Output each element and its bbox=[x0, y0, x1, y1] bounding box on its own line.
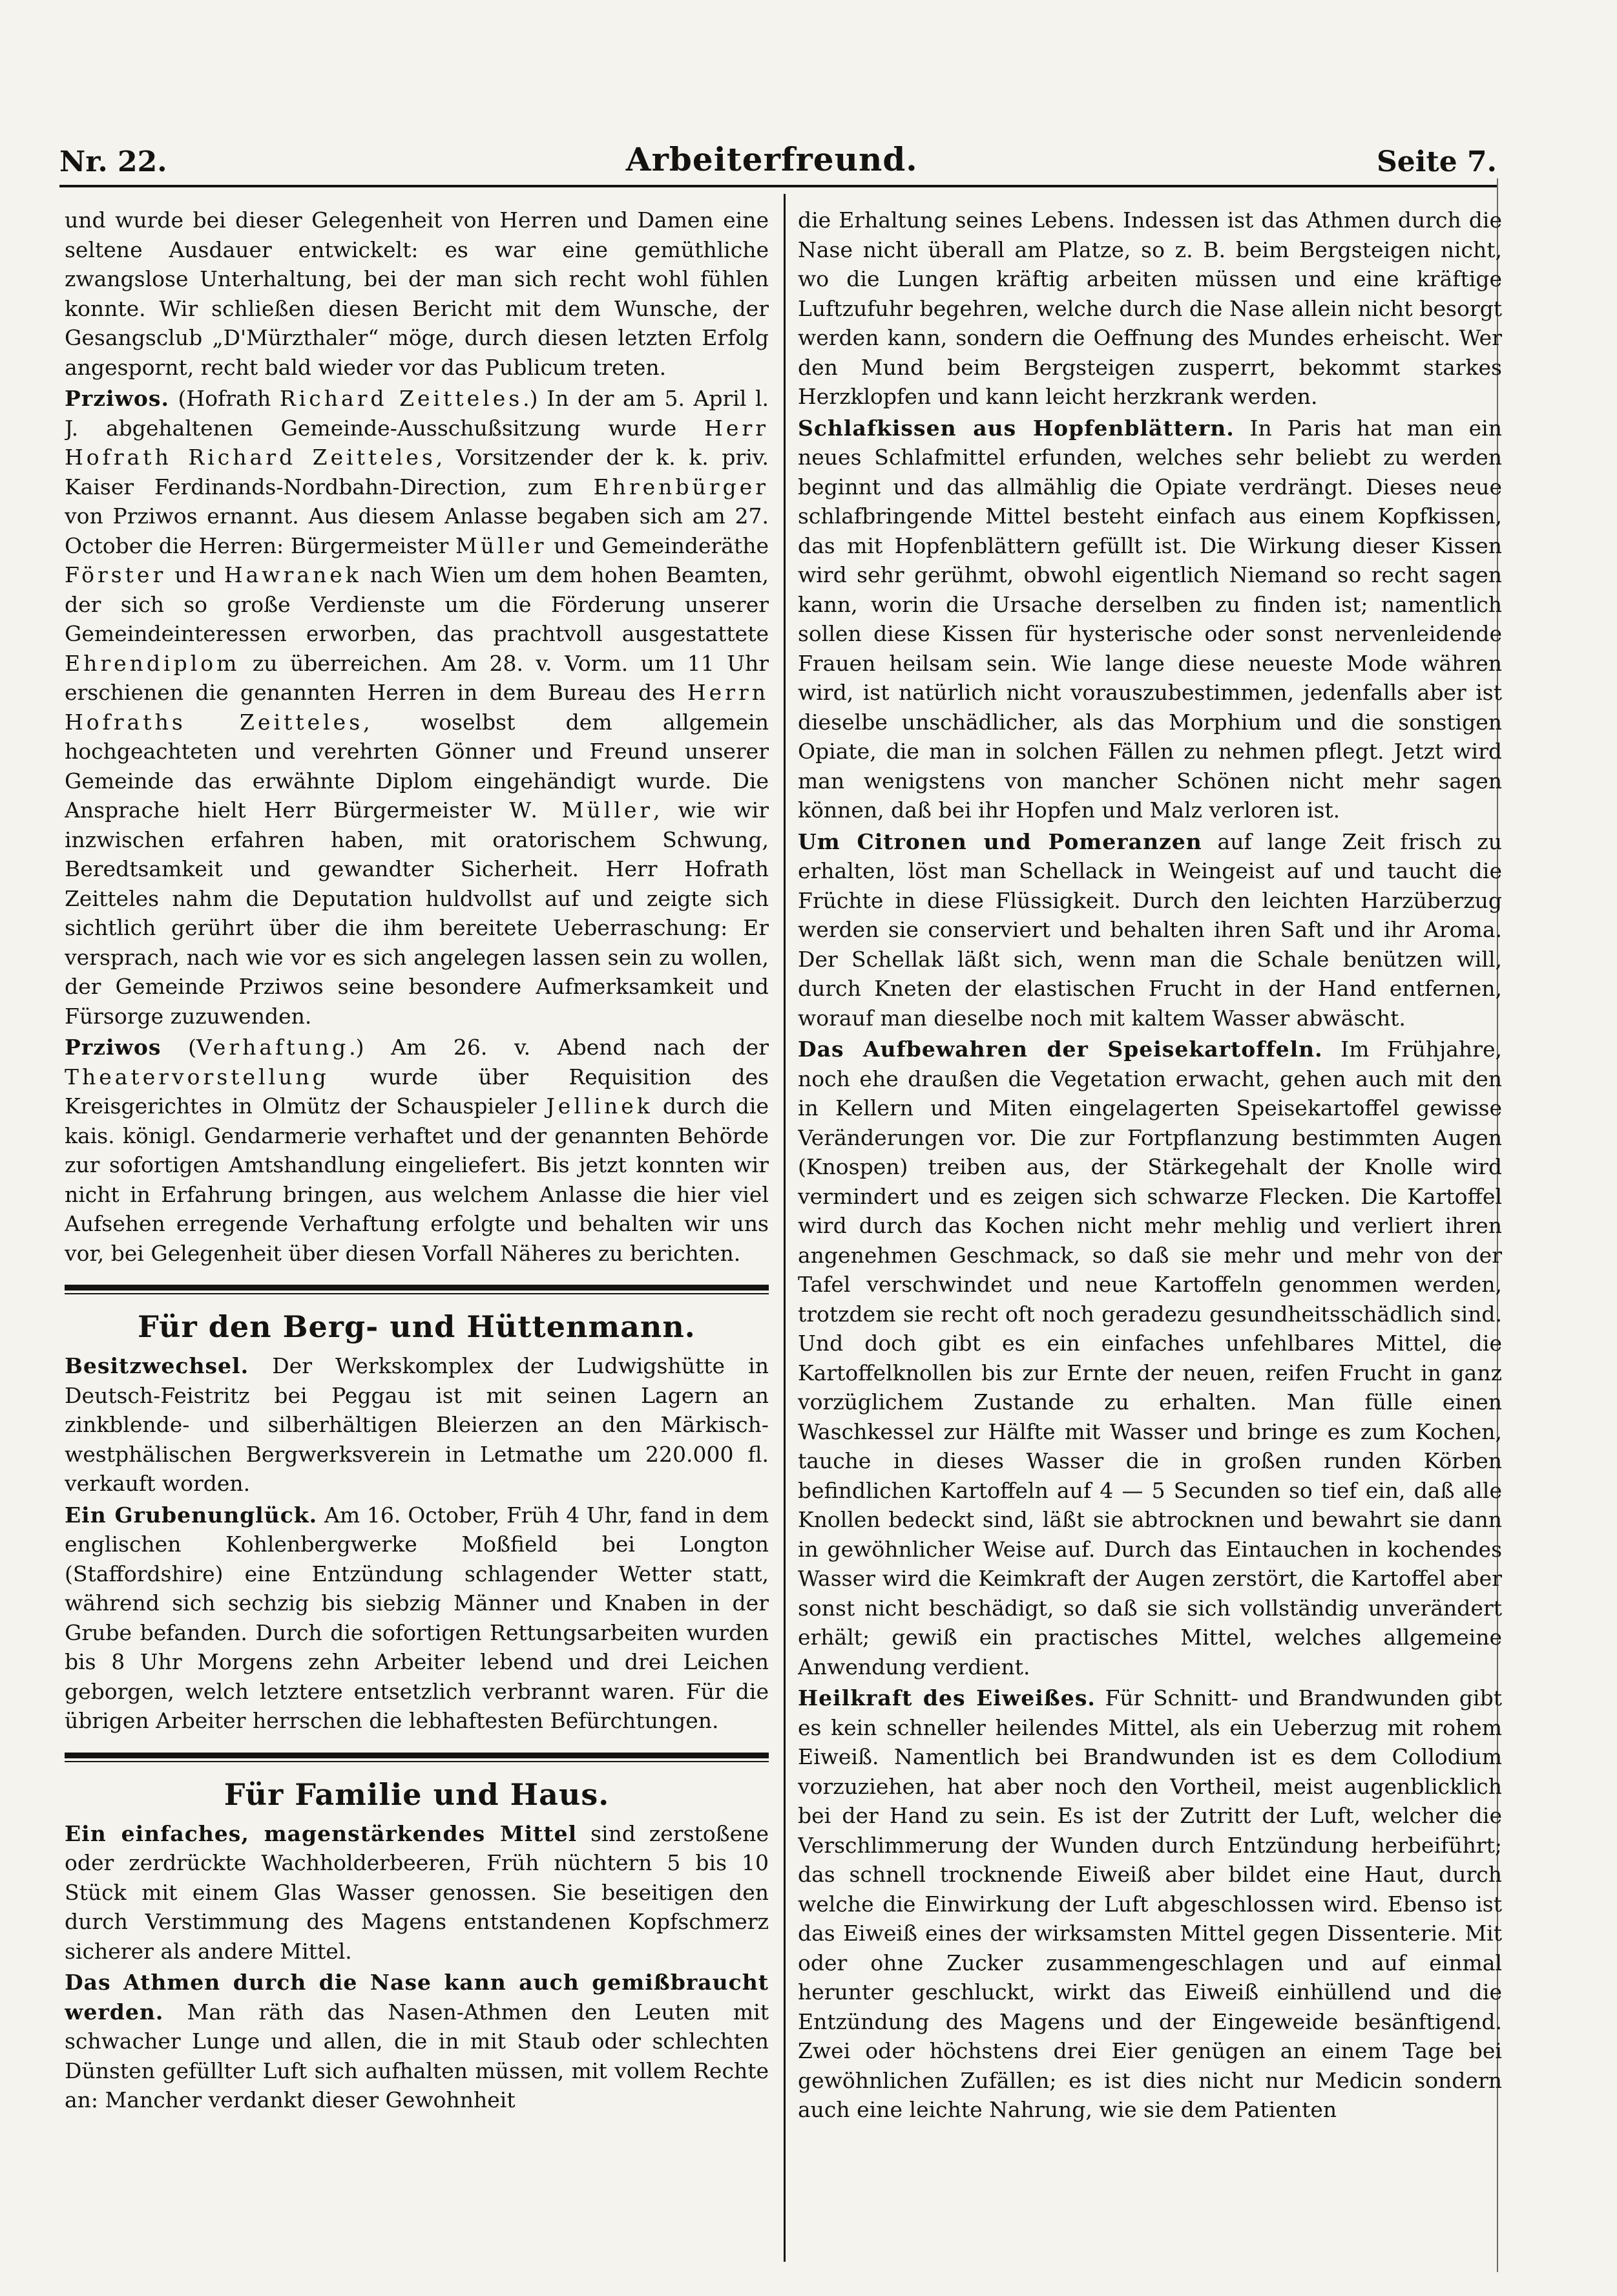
text-run: Der Werkskomplex der Ludwigshütte in Deutsch-Feistritz bei Peggau ist mit seinen Lagern an zinkblende- und silberhältigen Bleierzen an den Märkisch-westphälischen Bergwerksverein in Letmathe um 220.000 fl. verkauft worden. bbox=[65, 1353, 769, 1496]
text-run: ( bbox=[161, 1035, 196, 1060]
left-column bbox=[65, 205, 769, 2260]
article-grubenunglueck bbox=[65, 1501, 769, 1736]
article-headline: Um Citronen und Pomeranzen bbox=[798, 828, 1202, 854]
page-header bbox=[59, 136, 1497, 178]
article-headline: Ein einfaches, magenstärkendes Mittel bbox=[65, 1820, 578, 1846]
spaced-name: Herr Hofrath Richard Zeitteles bbox=[65, 415, 769, 470]
section-heading-familie: Für Familie und Haus. bbox=[224, 1776, 610, 1812]
article-besitzwechsel bbox=[65, 1351, 769, 1499]
page-number: Seite 7. bbox=[1376, 145, 1497, 178]
article-headline: Das Aufbewahren der Speisekartoffeln. bbox=[798, 1037, 1323, 1062]
text-run: und Gemeinderäthe bbox=[547, 532, 769, 558]
article-eiweiss bbox=[798, 1683, 1502, 2125]
section-rule bbox=[65, 1753, 769, 1762]
article-headline: Besitzwechsel. bbox=[65, 1353, 249, 1378]
article-nasenathmen bbox=[65, 1968, 769, 2115]
section-rule bbox=[65, 1285, 769, 1294]
text-run: Im Frühjahre, noch ehe draußen die Vegetation erwacht, gehen auch mit den in Kellern und Miten eingelagerten Speisekartoffel gewisse Veränderungen vor. Die zur Fortpflanzung bestimmten Augen (Knospen) treiben aus, der Stärkegehalt der Knolle wird vermindert und es zeigen sich schwarze Flecken. Die Kartoffel wird durch das Kochen nicht mehr mehlig und verliert ihren angenehmen Geschmack, so daß sie mehr und mehr von der Tafel verschwindet und neue Kartoffeln genommen werden, trotzdem sie recht oft noch geradezu gesundheitsschädlich sind. Und doch gibt es ein einfaches unfehlbares Mittel, die Kartoffelknollen bis zur Ernte der neuen, reifen Frucht in ganz vorzüglichem Zustande zu erhalten. Man fülle einen Waschkessel zur Hälfte mit Wasser und bringe es zum Kochen, tauche in dieses Wasser die in großen runden Körben befindlichen Kartoffeln auf 4 — 5 Secunden so tief ein, daß alle Knollen bedeckt sind, läßt sie abtrocknen und bewahrt sie dann in gewöhnlicher Weise auf. Durch das Eintauchen in kochendes Wasser wird die Keimkraft der Augen zerstört, die Kartoffel aber sonst nicht beschädigt, so daß sie sich vollständig unverändert erhält; gewiß ein practisches Mittel, welches allgemeine Anwendung verdient. bbox=[798, 1037, 1502, 1680]
text-run: , Vorsitzender der k. k. priv. Kaiser Ferdinands-Nordbahn-Direction, zum bbox=[65, 445, 769, 500]
text-run: Am 16. October, Früh 4 Uhr, fand in dem englischen Kohlenbergwerke Moßfield bei Longton (Staffordshire) eine Entzündung schlagender Wetter statt, während sich sechzig bis siebzig Männer und Knaben in der Grube befanden. Durch die sofortigen Rettungsarbeiten wurden bis 8 Uhr Morgens zehn Arbeiter lebend und drei Leichen geborgen, welch letztere entsetzlich verbrannt waren. Für die übrigen Arbeiter herrschen die lebhaftesten Befürchtungen. bbox=[65, 1502, 769, 1733]
text-run: Für Schnitt- und Brandwunden gibt es kein schneller heilendes Mittel, als ein Ueberzug mit rohem Eiweiß. Namentlich bei Brandwunden ist es dem Collodium vorzuziehen, hat aber noch den Vortheil, meist augenblicklich bei der Hand zu sein. Es ist der Zutritt der Luft, welcher die Verschlimmerung der Wunden durch Entzündung herbeiführt; das schnell trocknende Eiweiß aber bildet eine Haut, durch welche die Einwirkung der Luft abgeschlossen wird. Ebenso ist das Eiweiß eines der wirksamsten Mittel gegen Dissenterie. Mit oder ohne Zucker zusammengeschlagen und auf einmal herunter geschluckt, wirkt das Eiweiß einhüllend und die Entzündung des Magens und der Eingeweide besänftigend. Zwei oder höchstens drei Eier genügen an einem Tage bei gewöhnlichen Zufällen; es ist dies nicht nur Medicin sondern auch eine leichte Nahrung, wie sie dem Patienten bbox=[798, 1685, 1502, 2122]
spaced-name: Richard Zeitteles bbox=[279, 386, 523, 411]
text-run: durch die kais. königl. Gendarmerie verhaftet und der genannten Behörde zur sofortigen Amtshandlung eingeliefert. Bis jetzt konnten wir nicht in Erfahrung bringen, aus welchem Anlasse die hier viel Aufsehen erregende Verhaftung erfolgte und behalten wir uns vor, bei Gelegenheit über diesen Vorfall Näheres zu berichten. bbox=[65, 1093, 769, 1266]
right-column bbox=[798, 205, 1502, 2260]
text-run: .) Am 26. v. Abend nach der bbox=[349, 1035, 769, 1060]
article-headline: Ein Grubenunglück. bbox=[65, 1502, 318, 1528]
text-run: zu überreichen. Am 28. v. Vorm. um 11 Uhr erschienen die genannten Herren in dem Bureau des bbox=[65, 650, 769, 705]
masthead-title: Arbeiterfreund. bbox=[625, 140, 918, 178]
article-headline: Prziwos bbox=[65, 1035, 162, 1060]
text-run: von Prziwos ernannt. Aus diesem Anlasse begaben sich am 27. October die Herren: Bürgermeister bbox=[65, 503, 769, 558]
column-divider bbox=[784, 194, 786, 2262]
article-headline: Prziwos. bbox=[65, 386, 169, 411]
text-run: (Hofrath bbox=[169, 386, 280, 411]
article-magenmittel bbox=[65, 1819, 769, 1966]
text-run: sind zerstoßene oder zerdrückte Wachholderbeeren, Früh nüchtern 5 bis 10 Stück mit einem Glas Wasser genossen. Sie beseitigen den durch Verstimmung des Magens entstandenen Kopfschmerz sicherer als andere Mittel. bbox=[65, 1820, 769, 1964]
spaced-name: Förster bbox=[65, 562, 167, 587]
text-run: .) In der am 5. April l. J. abgehaltenen Gemeinde-Ausschußsitzung wurde bbox=[65, 386, 769, 441]
article-headline: Das Athmen durch die Nase kann auch gemißbraucht werden. bbox=[65, 1970, 769, 2025]
article-prziwos-verhaftung bbox=[65, 1033, 769, 1268]
issue-number: Nr. 22. bbox=[59, 145, 167, 178]
header-rule bbox=[59, 185, 1497, 187]
spaced-name: Theatervorstellung bbox=[65, 1064, 329, 1090]
article-headline: Schlafkissen aus Hopfenblättern. bbox=[798, 415, 1235, 441]
text-run: In Paris hat man ein neues Schlafmittel erfunden, welches sehr beliebt zu werden beginnt und das allmählig die Opiate verdrängt. Dieses neue schlafbringende Mittel besteht einfach aus einem Kopfkissen, das mit Hopfenblättern gefüllt ist. Die Wirkung dieser Kissen wird sehr gerühmt, obwohl eigentlich Niemand so recht sagen kann, worin die Ursache derselben zu finden ist; namentlich sollen diese Kissen für hysterische oder sonst nervenleidende Frauen heilsam sein. Wie lange diese neueste Mode währen wird, ist natürlich nicht vorauszubestimmen, jedenfalls aber ist dieselbe unschädlicher, als das Morphium und die sonstigen Opiate, die man in solchen Fällen zu nehmen pflegt. Jetzt wird man wenigstens von mancher Schönen nicht mehr sagen können, daß bei ihr Hopfen und Malz verloren ist. bbox=[798, 415, 1502, 823]
intro-paragraph: und wurde bei dieser Gelegenheit von Herren und Damen eine seltene Ausdauer entwickelt: es war eine gemüthliche zwangslose Unterhaltung, bei der man sich recht wohl fühlen konnte. Wir schließen diesen Bericht mit dem Wunsche, der Gesangsclub „D'Mürzthaler“ möge, durch diesen letzten Erfolg angespornt, recht bald wieder vor das Publicum treten. bbox=[65, 207, 769, 380]
article-speisekartoffeln bbox=[798, 1035, 1502, 1681]
text-run: nach Wien um dem hohen Beamten, der sich so große Verdienste um die Förderung unserer Gemeindeinteressen erworben, das prachtvoll ausgestattete bbox=[65, 562, 769, 646]
spaced-name: Ehrendiplom bbox=[65, 650, 240, 676]
spaced-name: Müller bbox=[455, 532, 547, 558]
article-headline: Heilkraft des Eiweißes. bbox=[798, 1685, 1096, 1711]
text-run: wurde über Requisition des Kreisgerichtes in Olmütz der Schauspieler bbox=[65, 1064, 769, 1119]
text-run: auf lange Zeit frisch zu erhalten, löst man Schellack in Weingeist auf und taucht die Früchte in diese Flüssigkeit. Durch den leichten Harzüberzug werden sie conserviert und behalten ihren Saft und ihr Aroma. Der Schellak läßt sich, wenn man die Schale benützen will, durch Kneten der elastischen Frucht in der Hand entfernen, worauf man dieselbe noch mit kaltem Wasser abwäscht. bbox=[798, 828, 1502, 1031]
spaced-name: Herrn Hofraths Zeitteles bbox=[65, 680, 769, 735]
spaced-name: Ehrenbürger bbox=[593, 474, 769, 500]
article-prziwos-ehrenbuerger bbox=[65, 384, 769, 1031]
spaced-name: Jellinek bbox=[546, 1093, 653, 1119]
article-citronen bbox=[798, 827, 1502, 1033]
continued-paragraph: die Erhaltung seines Lebens. Indessen ist das Athmen durch die Nase nicht überall am Platze, so z. B. beim Bergsteigen nicht, wo die Lungen kräftig arbeiten müssen und eine kräftige Luftzufuhr begehren, welche durch die Nase allein nicht besorgt werden kann, sondern die Oeffnung des Mundes erheischt. Wer den Mund beim Bergsteigen zusperrt, bekommt starkes Herzklopfen und kann leicht herzkrank werden. bbox=[798, 207, 1502, 409]
section-heading-bergbau: Für den Berg- und Hüttenmann. bbox=[138, 1309, 696, 1344]
text-run: , woselbst dem allgemein hochgeachteten und verehrten Gönner und Freund unserer Gemeinde das erwähnte Diplom eingehändigt wurde. Die Ansprache hielt Herr Bürgermeister bbox=[65, 709, 769, 823]
article-schlafkissen bbox=[798, 414, 1502, 825]
text-run: Man räth das Nasen-Athmen den Leuten mit schwacher Lunge und allen, die in mit Staub oder schlechten Dünsten gefüllter Luft sich aufhalten müssen, mit vollem Rechte an: Mancher verdankt dieser Gewohnheit bbox=[65, 1999, 769, 2112]
text-run: , wie wir inzwischen erfahren haben, mit oratorischem Schwung, Beredtsamkeit und gewandter Sicherheit. Herr Hofrath Zeitteles nahm die Deputation huldvollst auf und zeigte sich sichtlich gerührt über die ihm bereitete Ueberraschung: Er versprach, nach wie vor es sich angelegen lassen sein zu wollen, der Gemeinde Prziwos seine besondere Aufmerksamkeit und Fürsorge zuzuwenden. bbox=[65, 797, 769, 1029]
spaced-name: Verhaftung bbox=[196, 1035, 349, 1060]
text-run: und bbox=[166, 562, 224, 587]
spaced-name: W. Müller bbox=[509, 797, 654, 823]
spaced-name: Hawranek bbox=[224, 562, 362, 587]
